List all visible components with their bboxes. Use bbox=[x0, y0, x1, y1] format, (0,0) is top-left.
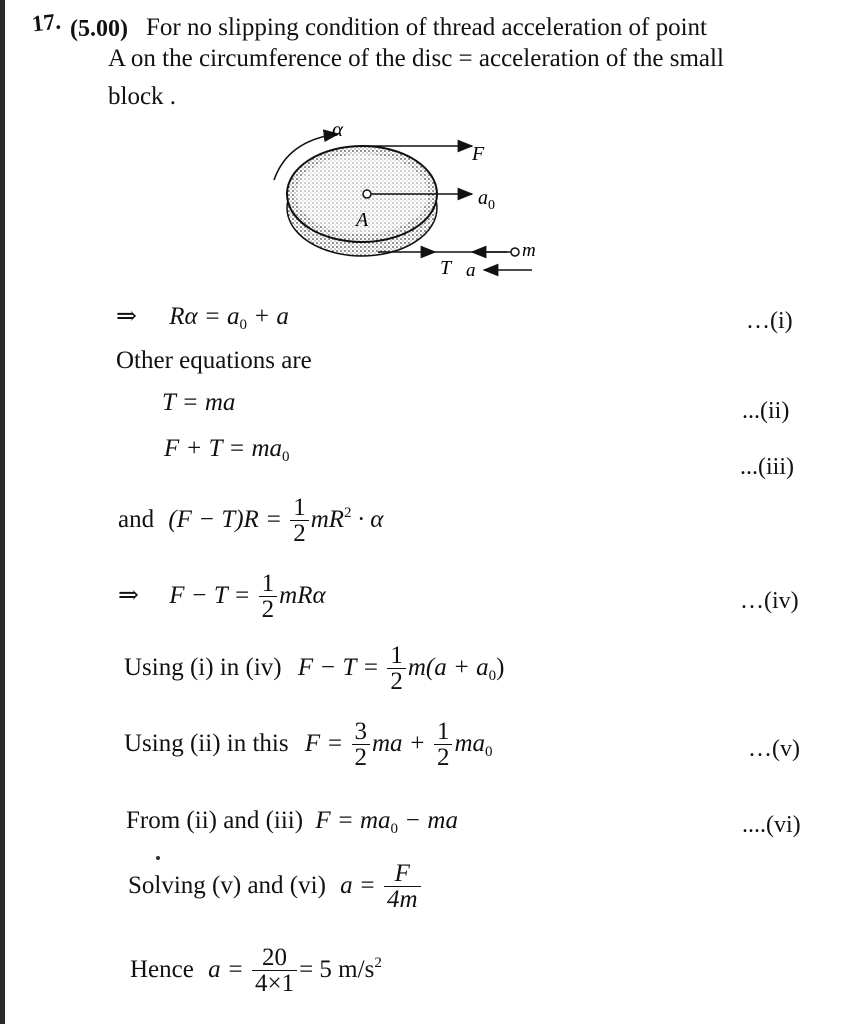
equation-i-label: …(i) bbox=[746, 308, 793, 334]
tension-label: T bbox=[440, 257, 452, 279]
point-a-label: A bbox=[356, 209, 369, 231]
stray-mark bbox=[156, 856, 160, 860]
force-f-label: F bbox=[472, 143, 485, 165]
three-halves-fraction: $\frac{3}{2}$ bbox=[352, 720, 371, 771]
half-fraction: $\frac{1}{2}$ bbox=[434, 720, 453, 771]
center-point bbox=[363, 190, 371, 198]
other-equations-text: Other equations are bbox=[116, 347, 312, 374]
torque-equation: and (F − T)R = $\frac{1}{2}$ $mR^2 \cdot \alpha$ bbox=[118, 494, 384, 547]
equation-iii: $F + T = ma_0$ bbox=[164, 435, 290, 465]
block-accel-label: a bbox=[466, 260, 476, 281]
final-fraction: $\frac{20}{4\times 1}$ bbox=[252, 946, 297, 997]
question-header bbox=[30, 8, 128, 42]
half-fraction: $\frac{1}{2}$ bbox=[259, 572, 278, 623]
equation-vi: From (ii) and (iii) $F = ma_0$ − ma bbox=[126, 807, 458, 837]
half-fraction: $\frac{1}{2}$ bbox=[290, 496, 309, 547]
equation-ii: T = ma bbox=[162, 389, 236, 416]
equation-vi-label: ....(vi) bbox=[742, 812, 801, 838]
alpha-label: α bbox=[332, 118, 344, 141]
equation-iv: ⇒ F − T = $\frac{1}{2}$ mRα bbox=[118, 570, 326, 623]
equation-i: ⇒ $R\alpha = a_0 + a$ bbox=[116, 303, 289, 333]
implies-arrow: ⇒ bbox=[116, 303, 137, 330]
solving-equation: Solving (v) and (vi) a = $\frac{F}{4m}$ bbox=[128, 862, 423, 913]
disc-figure bbox=[260, 118, 560, 284]
intro-line-3: block . bbox=[108, 83, 177, 110]
final-answer: Hence a = $\frac{20}{4\times 1}$ = 5 $m/s^2$ bbox=[130, 944, 382, 997]
f-over-4m-fraction: $\frac{F}{4m}$ bbox=[384, 862, 421, 913]
question-number: 17. bbox=[30, 8, 62, 37]
equation-v: Using (ii) in this F = $\frac{3}{2}$ ma + $\frac{1}{2}$ $ma_0$ bbox=[124, 718, 493, 771]
equation-iii-label: ...(iii) bbox=[740, 454, 794, 480]
a0-label: $a_0$ bbox=[478, 187, 495, 213]
equation-iv-label: …(iv) bbox=[740, 588, 799, 614]
equation-v-label: …(v) bbox=[748, 736, 800, 762]
page-edge bbox=[0, 0, 5, 1024]
intro-line-2: A on the circumference of the disc = acceleration of the small bbox=[108, 45, 724, 72]
equation-ii-label: ...(ii) bbox=[742, 398, 790, 424]
mass-label: m bbox=[522, 240, 536, 261]
half-fraction: $\frac{1}{2}$ bbox=[387, 644, 406, 695]
intro-line-1: For no slipping condition of thread acceleration of point bbox=[146, 14, 707, 41]
substitution-i-in-iv: Using (i) in (iv) F − T = $\frac{1}{2}$ $m(a + a_0)$ bbox=[124, 642, 505, 695]
question-marks: (5.00) bbox=[70, 16, 128, 42]
small-block bbox=[511, 248, 519, 256]
